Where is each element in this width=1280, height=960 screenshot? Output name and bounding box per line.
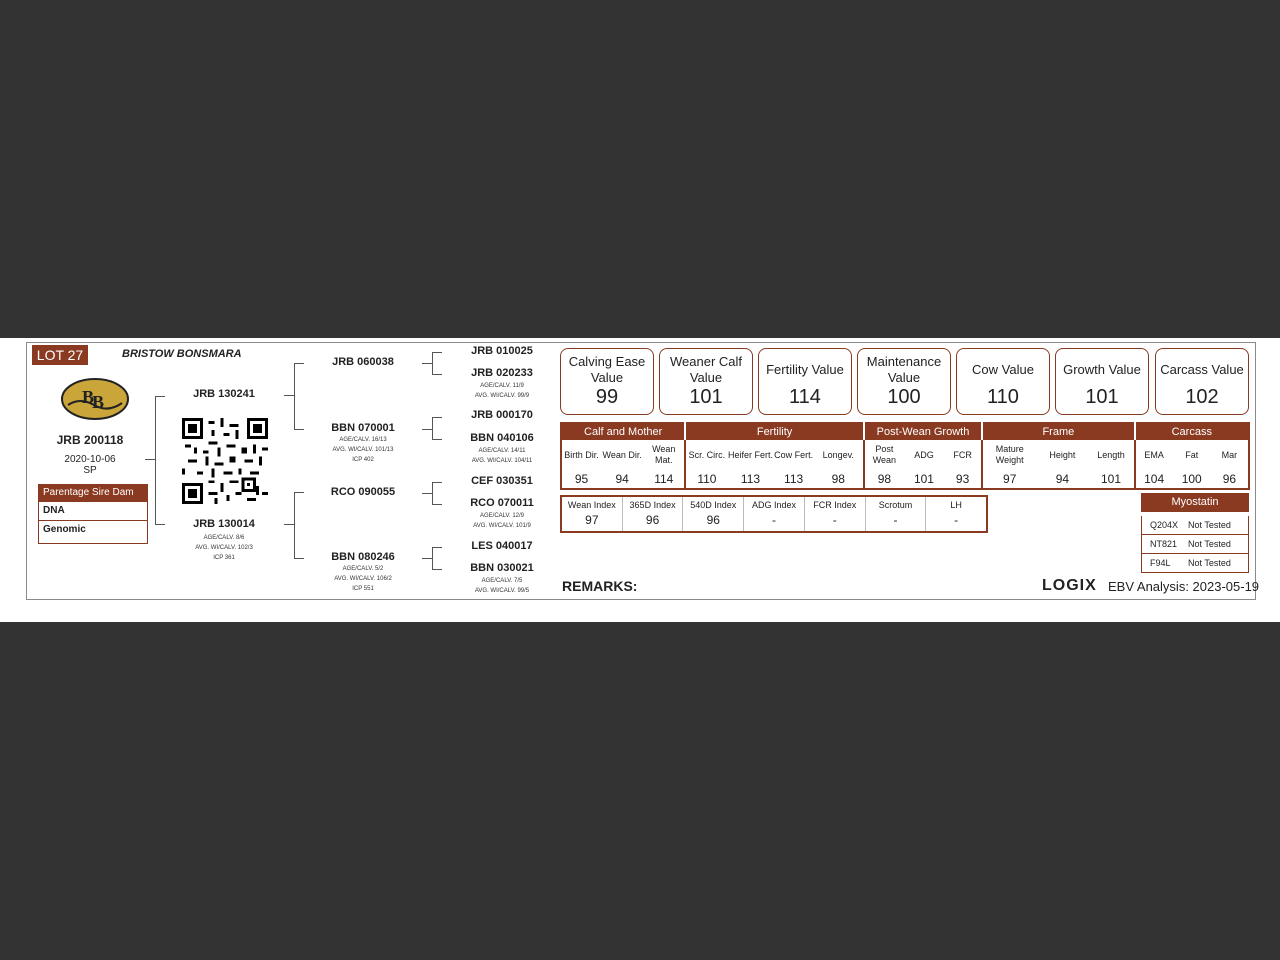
value-title: Cow Value bbox=[972, 362, 1034, 377]
value-box-weaner-calf bbox=[659, 348, 753, 415]
value-box-maintenance bbox=[857, 348, 951, 415]
index-label: 540D Index bbox=[690, 500, 737, 510]
pedigree-dam-dam-sub-1: AGE/CALV. 5/2 bbox=[342, 566, 384, 572]
ebv-group-header: Fertility bbox=[685, 423, 863, 440]
pedigree-dam-dam-sub-2: AVG. WI/CALV. 106/2 bbox=[334, 576, 392, 582]
ebv-trait: Mature Weight bbox=[982, 440, 1036, 470]
myostatin-title: Myostatin bbox=[1141, 493, 1249, 512]
pedigree-dam-sub-3: ICP 361 bbox=[213, 555, 235, 561]
ebv-table bbox=[560, 422, 1250, 490]
ebv-group-header: Frame bbox=[982, 423, 1134, 440]
ebv-trait: Heifer Fert. bbox=[727, 449, 773, 460]
value-number: 100 bbox=[887, 386, 921, 408]
index-value: 96 bbox=[706, 513, 720, 527]
value-title: Carcass Value bbox=[1160, 362, 1244, 377]
pedigree-ssd-sub-1: AGE/CALV. 11/9 bbox=[480, 383, 524, 389]
pedigree-dds: LES 040017 bbox=[471, 540, 533, 552]
value-title: Maintenance Value bbox=[866, 354, 942, 385]
value-number: 101 bbox=[689, 386, 723, 408]
pedigree-dsd-sub-2: AVG. WI/CALV. 101/9 bbox=[473, 523, 531, 529]
value-number: 101 bbox=[1085, 386, 1119, 408]
index-value: - bbox=[832, 513, 837, 527]
pedigree-sdd-sub-1: AGE/CALV. 14/11 bbox=[478, 448, 526, 454]
pedigree-dsd: RCO 070011 bbox=[470, 497, 534, 509]
ebv-trait: Fat bbox=[1185, 449, 1199, 460]
pedigree-sds: JRB 000170 bbox=[471, 409, 533, 421]
pedigree-dam-dam: BBN 080246 bbox=[331, 551, 395, 563]
value-title: Growth Value bbox=[1063, 362, 1141, 377]
index-label: ADG Index bbox=[752, 500, 797, 510]
ebv-trait: Scr. Circ. bbox=[685, 440, 727, 470]
ebv-trait: Post Wean bbox=[864, 440, 904, 470]
pedigree-sire-dam-sub-2: AVG. WI/CALV. 101/13 bbox=[332, 447, 394, 453]
logix-logo: LOGIX bbox=[1042, 577, 1097, 594]
ebv-trait: ADG bbox=[914, 449, 934, 460]
value-number: 110 bbox=[987, 386, 1019, 408]
myostatin-result: Not Tested bbox=[1188, 539, 1231, 549]
value-title: Calving Ease Value bbox=[568, 354, 646, 385]
index-value: - bbox=[954, 513, 959, 527]
animal-type: SP bbox=[83, 465, 97, 476]
ebv-value: 101 bbox=[1100, 472, 1122, 486]
ebv-trait: EMA bbox=[1135, 440, 1173, 470]
pedigree-sire: JRB 130241 bbox=[193, 388, 255, 400]
ebv-trait: Birth Dir. bbox=[564, 449, 599, 460]
ebv-trait: Wean Mat. bbox=[652, 444, 676, 465]
parentage-box bbox=[38, 484, 148, 544]
value-number: 102 bbox=[1185, 386, 1219, 408]
index-value: - bbox=[893, 513, 898, 527]
pedigree-ddd-sub-1: AGE/CALV. 7/5 bbox=[481, 578, 523, 584]
remarks-label: REMARKS: bbox=[562, 578, 638, 594]
value-number: 99 bbox=[595, 386, 619, 408]
parentage-row-dna: DNA bbox=[39, 501, 147, 520]
ebv-value: 98 bbox=[864, 470, 904, 489]
value-box-cow bbox=[956, 348, 1050, 415]
index-cell bbox=[865, 497, 926, 531]
ebv-trait: Cow Fert. bbox=[774, 449, 814, 460]
ebv-value: 95 bbox=[574, 472, 589, 486]
myostatin-row bbox=[1141, 516, 1249, 535]
ebv-value: 94 bbox=[1055, 472, 1070, 486]
myostatin-gene: Q204X bbox=[1150, 520, 1179, 530]
ebv-group-header: Carcass bbox=[1135, 423, 1249, 440]
ebv-trait: FCR bbox=[953, 449, 972, 460]
ebv-value: 113 bbox=[784, 472, 804, 486]
ebv-value: 94 bbox=[615, 472, 629, 486]
index-cell bbox=[925, 497, 986, 531]
pedigree-dam: JRB 130014 bbox=[193, 518, 255, 530]
value-number: 114 bbox=[789, 386, 821, 408]
value-box-fertility bbox=[758, 348, 852, 415]
pedigree-dam-dam-sub-3: ICP 551 bbox=[352, 586, 374, 592]
index-cell bbox=[682, 497, 743, 531]
ebv-value: 98 bbox=[831, 472, 845, 486]
animal-id: JRB 200118 bbox=[56, 433, 124, 447]
ebv-trait: Height bbox=[1049, 449, 1076, 460]
pedigree-dam-sire: RCO 090055 bbox=[330, 486, 396, 498]
pedigree-dsd-sub-1: AGE/CALV. 12/9 bbox=[479, 513, 525, 519]
pedigree-sdd-sub-2: AVG. WI/CALV. 104/11 bbox=[471, 458, 533, 464]
value-box-growth bbox=[1055, 348, 1149, 415]
pedigree-sire-dam: BBN 070001 bbox=[331, 422, 395, 434]
qr-code bbox=[182, 418, 268, 504]
index-label: Scrotum bbox=[878, 500, 913, 510]
pedigree-dam-sub-2: AVG. WI/CALV. 102/3 bbox=[195, 545, 253, 551]
breeder-name: BRISTOW BONSMARA bbox=[122, 348, 242, 360]
ebv-trait: Length bbox=[1097, 449, 1125, 460]
value-box-calving-ease bbox=[560, 348, 654, 415]
pedigree-sire-sire: JRB 060038 bbox=[332, 356, 394, 368]
svg-text:B: B bbox=[82, 387, 95, 407]
pedigree-ddd: BBN 030021 bbox=[470, 562, 534, 574]
index-value: 97 bbox=[585, 513, 599, 527]
ebv-value: 110 bbox=[685, 470, 727, 489]
myostatin-result: Not Tested bbox=[1188, 558, 1231, 568]
index-cell bbox=[562, 497, 622, 531]
ebv-value: 101 bbox=[913, 472, 934, 486]
myostatin-gene: F94L bbox=[1150, 558, 1171, 568]
ebv-group-header: Calf and Mother bbox=[561, 423, 685, 440]
ebv-trait: Wean Dir. bbox=[602, 449, 642, 460]
pedigree-sss: JRB 010025 bbox=[471, 345, 533, 357]
index-cell bbox=[743, 497, 804, 531]
index-value: - bbox=[772, 513, 777, 527]
index-cell bbox=[804, 497, 865, 531]
pedigree-sire-dam-sub-1: AGE/CALV. 16/13 bbox=[339, 437, 387, 443]
myostatin-row bbox=[1141, 535, 1249, 554]
ebv-value: 93 bbox=[955, 472, 970, 486]
myostatin-gene: NT821 bbox=[1150, 539, 1178, 549]
index-strip bbox=[560, 495, 988, 533]
pedigree-sdd: BBN 040106 bbox=[470, 432, 534, 444]
parentage-header: Parentage Sire Dam bbox=[39, 485, 147, 501]
ebv-value: 113 bbox=[740, 472, 761, 486]
parentage-row-genomic: Genomic bbox=[39, 520, 147, 539]
animal-dob: 2020-10-06 bbox=[64, 454, 116, 465]
index-value: 96 bbox=[645, 513, 660, 527]
index-label: LH bbox=[950, 500, 962, 510]
index-label: 365D Index bbox=[629, 500, 676, 510]
breeder-logo bbox=[60, 375, 130, 423]
myostatin-row bbox=[1141, 554, 1249, 573]
ebv-group-header: Post-Wean Growth bbox=[864, 423, 982, 440]
value-title: Weaner Calf Value bbox=[669, 354, 742, 385]
ebv-value: 114 bbox=[654, 472, 674, 486]
pedigree-ssd: JRB 020233 bbox=[471, 367, 533, 379]
pedigree-ssd-sub-2: AVG. WI/CALV. 99/9 bbox=[474, 393, 530, 399]
index-label: FCR Index bbox=[813, 500, 857, 510]
ebv-value: 104 bbox=[1135, 470, 1173, 489]
pedigree-sire-dam-sub-3: ICP 402 bbox=[352, 457, 374, 463]
ebv-value: 96 bbox=[1222, 472, 1237, 486]
myostatin-box bbox=[1141, 493, 1249, 573]
value-title: Fertility Value bbox=[766, 362, 844, 377]
ebv-trait: Longev. bbox=[822, 449, 854, 460]
svg-text:B: B bbox=[92, 392, 105, 412]
ebv-value: 100 bbox=[1181, 472, 1202, 486]
pedigree-dam-sub-1: AGE/CALV. 8/6 bbox=[203, 535, 245, 541]
ebv-value: 97 bbox=[982, 470, 1036, 489]
ebv-trait: Mar bbox=[1221, 449, 1238, 460]
myostatin-result: Not Tested bbox=[1188, 520, 1231, 530]
value-box-carcass bbox=[1155, 348, 1249, 415]
ebv-analysis-date: EBV Analysis: 2023-05-19 bbox=[1108, 579, 1260, 594]
pedigree-ddd-sub-2: AVG. WI/CALV. 99/5 bbox=[474, 588, 530, 594]
index-label: Wean Index bbox=[567, 500, 616, 510]
index-cell bbox=[622, 497, 683, 531]
pedigree-dss: CEF 030351 bbox=[471, 475, 533, 487]
lot-badge: LOT 27 bbox=[32, 345, 88, 365]
